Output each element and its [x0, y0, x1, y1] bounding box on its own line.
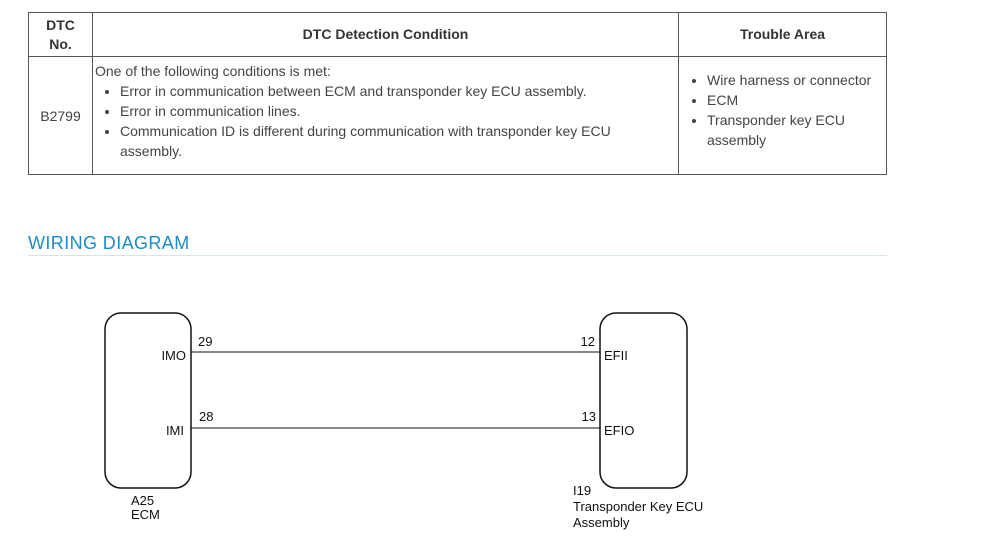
header-detection-condition: DTC Detection Condition — [93, 13, 679, 57]
left-terminal-label: IMO — [161, 348, 186, 363]
dtc-code: B2799 — [29, 57, 93, 175]
list-item: • Communication ID is different during communication with transponder key ECU assembly. — [120, 121, 674, 161]
right-terminal-label: EFII — [604, 348, 628, 363]
list-item: • Wire harness or connector — [707, 70, 880, 90]
left-pin-number: 29 — [198, 334, 213, 349]
right-terminal-label: EFIO — [604, 423, 635, 438]
transponder-name-line2: Assembly — [573, 515, 630, 530]
header-dtc-no: DTC No. — [29, 13, 93, 57]
left-pin-number: 28 — [199, 409, 214, 424]
left-terminal-label: IMI — [165, 423, 184, 438]
section-title: WIRING DIAGRAM — [28, 233, 190, 253]
list-item: • ECM — [707, 90, 880, 110]
transponder-name-line1: Transponder Key ECU — [573, 499, 704, 514]
ecm-connector-box — [105, 313, 191, 488]
transponder-connector-code: I19 — [573, 483, 592, 498]
ecm-connector-code: A25 — [131, 493, 155, 508]
ecm-name: ECM — [131, 507, 160, 522]
right-pin-number: 13 — [581, 409, 596, 424]
condition-intro: One of the following conditions is met: — [95, 63, 331, 79]
list-item: • Error in communication between ECM and transponder key ECU assembly. — [120, 81, 674, 101]
header-trouble-area: Trouble Area — [679, 13, 887, 57]
list-item: • Error in communication lines. — [120, 101, 674, 121]
transponder-ecu-connector-box — [600, 313, 687, 488]
right-pin-number: 12 — [580, 334, 595, 349]
list-item: • Transponder key ECU assembly — [707, 110, 880, 150]
